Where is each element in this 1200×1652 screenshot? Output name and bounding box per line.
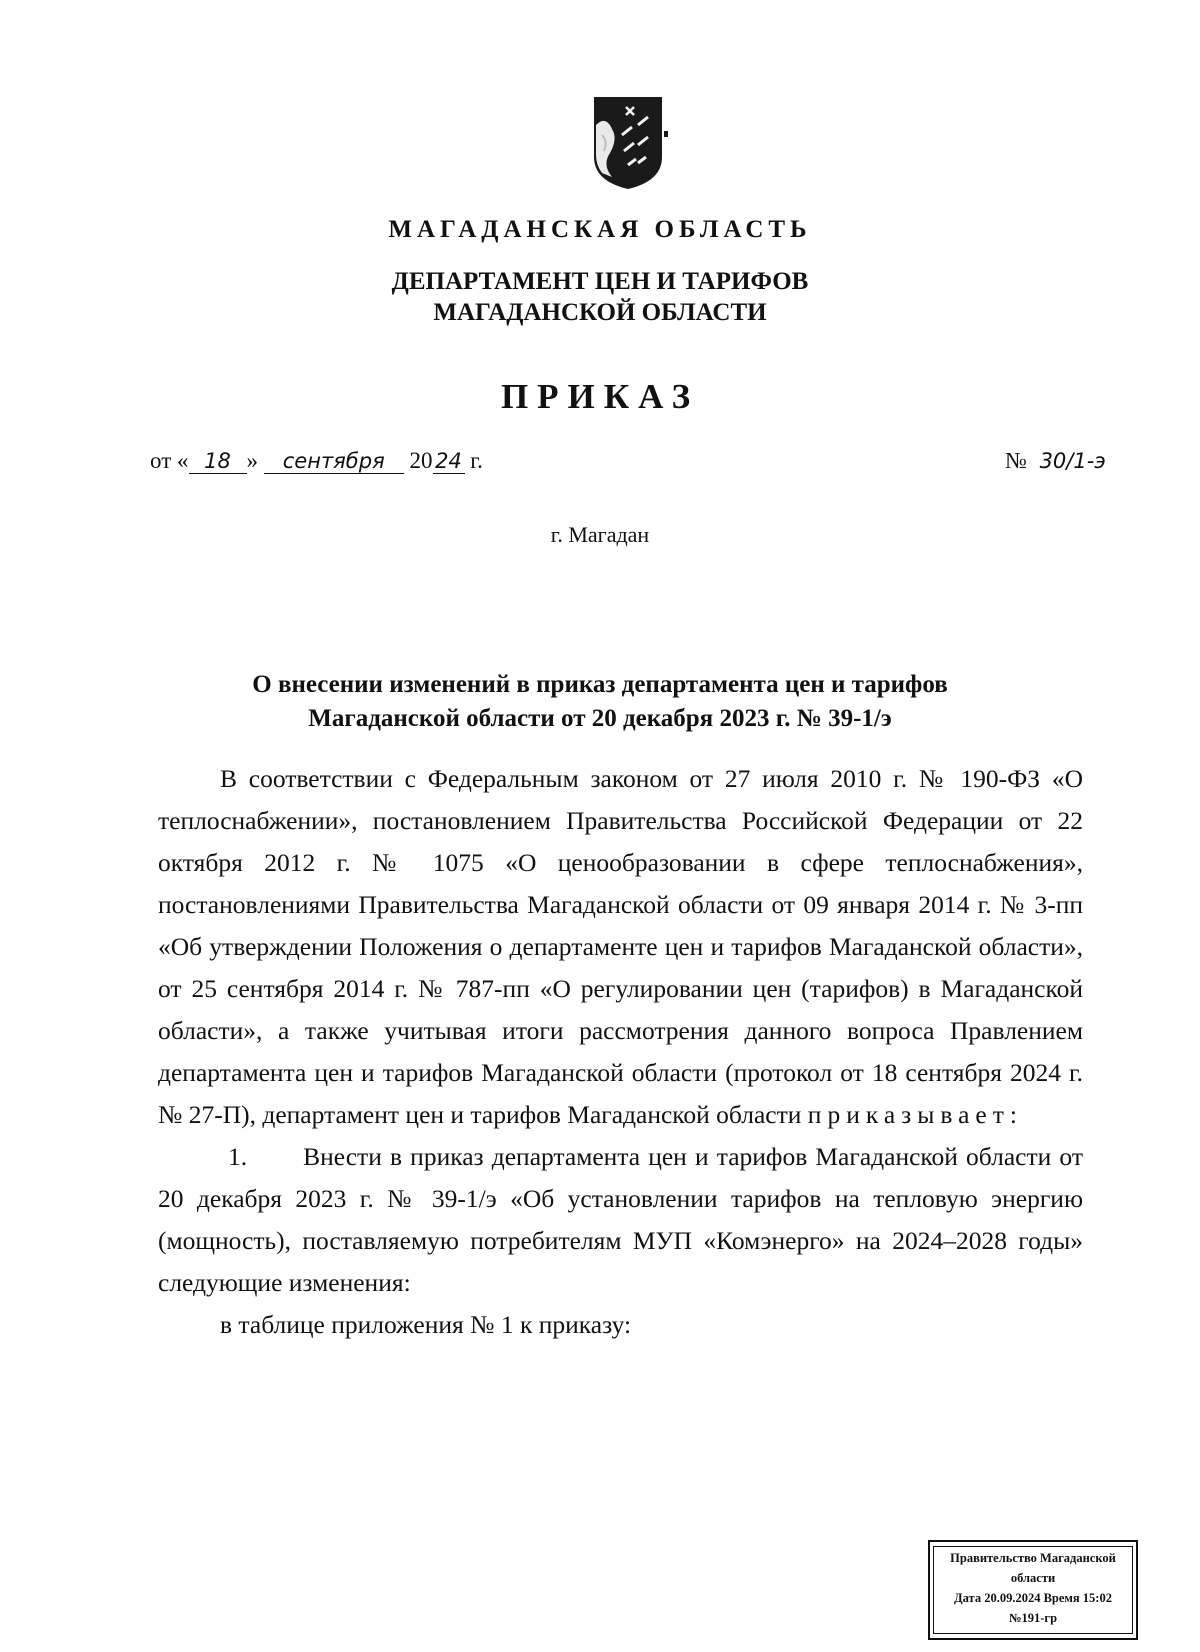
subject-line-1: О внесении изменений в приказ департамента цен и тарифов (252, 671, 948, 698)
date-year-suffix: 24 (433, 449, 465, 474)
date-month: сентября (264, 449, 404, 474)
order-body (158, 758, 1083, 1346)
department-name (0, 266, 1200, 328)
date-day: 18 (189, 449, 247, 474)
order-date (150, 448, 483, 474)
number-prefix: № (1005, 448, 1027, 473)
stamp-line-2: области (1010, 1571, 1056, 1585)
number-value: 30/1-э (1039, 449, 1106, 473)
item-1-number: 1. (228, 1142, 248, 1171)
region-name: МАГАДАНСКАЯ ОБЛАСТЬ (388, 216, 812, 243)
order-subject (0, 668, 1200, 736)
orders-word: приказывает: (807, 1100, 1023, 1129)
department-line-2: МАГАДАНСКОЙ ОБЛАСТИ (433, 299, 767, 326)
preamble-paragraph (158, 758, 1083, 1136)
item-1-text: Внести в приказ департамента цен и тарифов Магаданской области от 20 декабря 2023 г. № 39-1/э «Об установлении тарифов на тепловую энергию (мощность), поставляемую потребителям МУП «Комэнерго» на 2024–2028 годы» следующие изменения: (158, 1142, 1083, 1297)
order-number (1005, 448, 1113, 474)
document-type-title: ПРИКАЗ (500, 377, 700, 416)
stamp-line-3: Дата 20.09.2024 Время 15:02 (954, 1591, 1112, 1605)
preamble-text: В соответствии с Федеральным законом от 27 июля 2010 г. № 190-ФЗ «О теплоснабжении», постановлением Правительства Российской Федерации от 22 октября 2012 г. № 1075 «О ценообразовании в сфере теплоснабжения», постановлениями Правительства Магаданской области от 09 января 2014 г. № 3-пп «Об утверждении Положения о департаменте цен и тарифов Магаданской области», от 25 сентября 2014 г. № 787-пп «О регулировании цен (тарифов) в Магаданской области», а также учитывая итоги рассмотрения данного вопроса Правлением департамента цен и тарифов Магаданской области (протокол от 18 сентября 2024 г. № 27-П), департамент цен и тарифов Магаданской области (158, 764, 1083, 1129)
date-prefix: от « (150, 448, 189, 473)
subject-line-2: Магаданской области от 20 декабря 2023 г. № 39-1/э (308, 705, 892, 732)
city-name: г. Магадан (550, 522, 650, 547)
date-year-end: г. (470, 448, 483, 473)
stamp-line-1: Правительство Магаданской (950, 1551, 1116, 1565)
date-quote-close: » (246, 448, 258, 473)
date-year-prefix: 20 (409, 448, 433, 473)
coat-of-arms-emblem (592, 95, 672, 191)
item-1-paragraph (158, 1136, 1083, 1304)
department-line-1: ДЕПАРТАМЕНТ ЦЕН И ТАРИФОВ (391, 268, 809, 295)
registration-stamp (928, 1540, 1138, 1640)
item-1-subparagraph: в таблице приложения № 1 к приказу: (220, 1310, 632, 1339)
stamp-line-4: №191-гр (1008, 1611, 1058, 1625)
